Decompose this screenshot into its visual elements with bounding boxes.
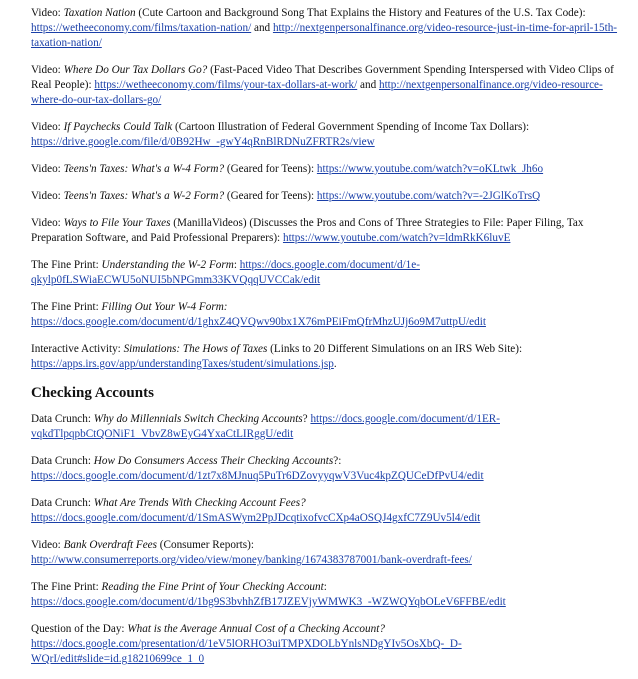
resource-link[interactable]: https://wetheeconomy.com/films/taxation-nation/: [31, 22, 252, 34]
resource-description: :: [233, 259, 240, 271]
resource-entry: [31, 538, 631, 568]
resource-title: Filling Out Your W-4 Form:: [101, 301, 228, 313]
link-joiner: and: [251, 22, 273, 34]
resource-type-label: Video:: [31, 64, 64, 76]
section-heading-checking-accounts: Checking Accounts: [31, 385, 154, 401]
resource-link-secondary[interactable]: http://nextgenpersonalfinance.org/video-resource-just-in-time-for-april-15th-taxation-nation/: [31, 22, 618, 49]
resource-title: What Are Trends With Checking Account Fees?: [93, 497, 306, 509]
resource-type-label: Data Crunch:: [31, 497, 94, 509]
resource-type-label: Video:: [31, 190, 64, 202]
resource-type-label: Video:: [31, 121, 64, 133]
resource-entry: [31, 63, 631, 108]
resource-link[interactable]: https://docs.google.com/document/d/1ER-vqkdTlpqpbCtQONiF1_VbvZ8wEyG4YxaCtLIRggU/edit: [31, 413, 500, 440]
resource-type-label: Data Crunch:: [31, 413, 94, 425]
resource-title: If Paychecks Could Talk: [63, 121, 173, 133]
resource-type-label: Video:: [31, 539, 64, 551]
resource-description: :: [323, 581, 327, 593]
resource-entry: [31, 622, 631, 667]
resource-type-label: Data Crunch:: [31, 455, 94, 467]
resource-title: Where Do Our Tax Dollars Go?: [63, 64, 208, 76]
resource-link[interactable]: https://apps.irs.gov/app/understandingTaxes/student/simulations.jsp: [31, 358, 334, 370]
resource-type-label: Video:: [31, 7, 64, 19]
resource-description: (Geared for Teens):: [224, 190, 317, 202]
resource-link[interactable]: https://docs.google.com/document/d/1bg9S3bvhhZfB17JZEVjyWMWK3_-WZWQYqbOLeV6FFBE/edit: [31, 596, 506, 608]
resource-entry: [31, 162, 631, 177]
resource-type-label: Question of the Day:: [31, 623, 128, 635]
resource-description: ?: [302, 413, 311, 425]
link-joiner: and: [357, 79, 379, 91]
resource-description: (Fast-Paced Video That Describes Government Spending Interspersed with Video Clips of Real People):: [31, 64, 614, 91]
resource-entry: [31, 580, 631, 610]
resource-title: Teens'n Taxes: What's a W-2 Form?: [63, 190, 225, 202]
resource-title: Simulations: The Hows of Taxes: [123, 343, 268, 355]
resource-link[interactable]: https://docs.google.com/presentation/d/1eV5lORHO3uiTMPXDOLbYnlsNDgYIv5OsXbQ-_D-WQrI/edit#slide=id.g18210699ce_1_0: [31, 638, 462, 665]
resource-entry: [31, 412, 631, 442]
resource-title: Ways to File Your Taxes: [63, 217, 171, 229]
resource-title: Taxation Nation: [63, 7, 136, 19]
entry-suffix: .: [333, 358, 337, 370]
resource-link[interactable]: https://drive.google.com/file/d/0B92Hw_-gwY4qRnBlRDNuZFRTR2s/view: [31, 136, 375, 148]
resource-description: ?:: [333, 455, 342, 467]
resource-type-label: The Fine Print:: [31, 301, 102, 313]
resource-link[interactable]: https://docs.google.com/document/d/1e-qkylp0fLSWiaECWU5oNUI5bNPGmm33KVQqqUVCCak/edit: [31, 259, 420, 286]
resource-type-label: The Fine Print:: [31, 259, 102, 271]
resource-entry: [31, 300, 631, 330]
resource-entry: [31, 342, 631, 372]
resource-title: How Do Consumers Access Their Checking Accounts: [93, 455, 334, 467]
resource-title: Understanding the W-2 Form: [101, 259, 234, 271]
resource-title: Bank Overdraft Fees: [63, 539, 157, 551]
resource-link[interactable]: https://www.youtube.com/watch?v=oKLtwk_Jh6o: [316, 163, 544, 175]
resource-entry: [31, 496, 631, 526]
resource-description: (Cute Cartoon and Background Song That Explains the History and Features of the U.S. Tax Code):: [135, 7, 586, 19]
resource-entry: [31, 189, 631, 204]
resource-link[interactable]: https://docs.google.com/document/d/1SmASWym2PpJDcqtixofvcCXp4aOSQJ4gxfC7Z9Uv5l4/edit: [31, 512, 481, 524]
resource-entry: [31, 216, 631, 246]
document-body: [31, 6, 631, 679]
resource-title: What is the Average Annual Cost of a Checking Account?: [127, 623, 385, 635]
resource-link[interactable]: https://www.youtube.com/watch?v=ldmRkK6luvE: [282, 232, 511, 244]
resource-description: (Cartoon Illustration of Federal Government Spending of Income Tax Dollars):: [172, 121, 530, 133]
resource-title: Teens'n Taxes: What's a W-4 Form?: [63, 163, 225, 175]
resource-description: (Links to 20 Different Simulations on an IRS Web Site):: [267, 343, 523, 355]
resource-type-label: The Fine Print:: [31, 581, 102, 593]
resource-description: (Consumer Reports):: [156, 539, 254, 551]
resource-link[interactable]: https://docs.google.com/document/d/1zt7x8MJnuq5PuTr6DZovyyqwV3Vuc4kpZQUCeDfPvU4/edit: [31, 470, 484, 482]
resource-description: (Geared for Teens):: [224, 163, 317, 175]
resource-type-label: Video:: [31, 163, 64, 175]
resource-link[interactable]: http://www.consumerreports.org/video/view/money/banking/1674383787001/bank-overdraft-fees/: [31, 554, 472, 566]
resource-description: (ManillaVideos) (Discusses the Pros and Cons of Three Strategies to File: Paper Filing, Tax Preparation Software, and Paid Professional Preparers):: [31, 217, 584, 244]
resource-title: Reading the Fine Print of Your Checking Account: [101, 581, 324, 593]
tax-resources-list: [31, 6, 631, 372]
resource-entry: [31, 258, 631, 288]
resource-type-label: Video:: [31, 217, 64, 229]
resource-entry: [31, 6, 631, 51]
resource-entry: [31, 120, 631, 150]
resource-link-secondary[interactable]: http://nextgenpersonalfinance.org/video-resource-where-do-our-tax-dollars-go/: [31, 79, 603, 106]
resource-link[interactable]: https://docs.google.com/document/d/1ghxZ4QVQwv90bx1X76mPEiFmQfrMhzUJj6o9M7uttpU/edit: [31, 316, 486, 328]
resource-link[interactable]: https://wetheeconomy.com/films/your-tax-dollars-at-work/: [94, 79, 358, 91]
resource-link[interactable]: https://www.youtube.com/watch?v=-2JGlKoTrsQ: [316, 190, 541, 202]
resource-entry: [31, 454, 631, 484]
checking-resources-list: [31, 412, 631, 667]
resource-type-label: Interactive Activity:: [31, 343, 124, 355]
resource-title: Why do Millennials Switch Checking Accounts: [93, 413, 303, 425]
